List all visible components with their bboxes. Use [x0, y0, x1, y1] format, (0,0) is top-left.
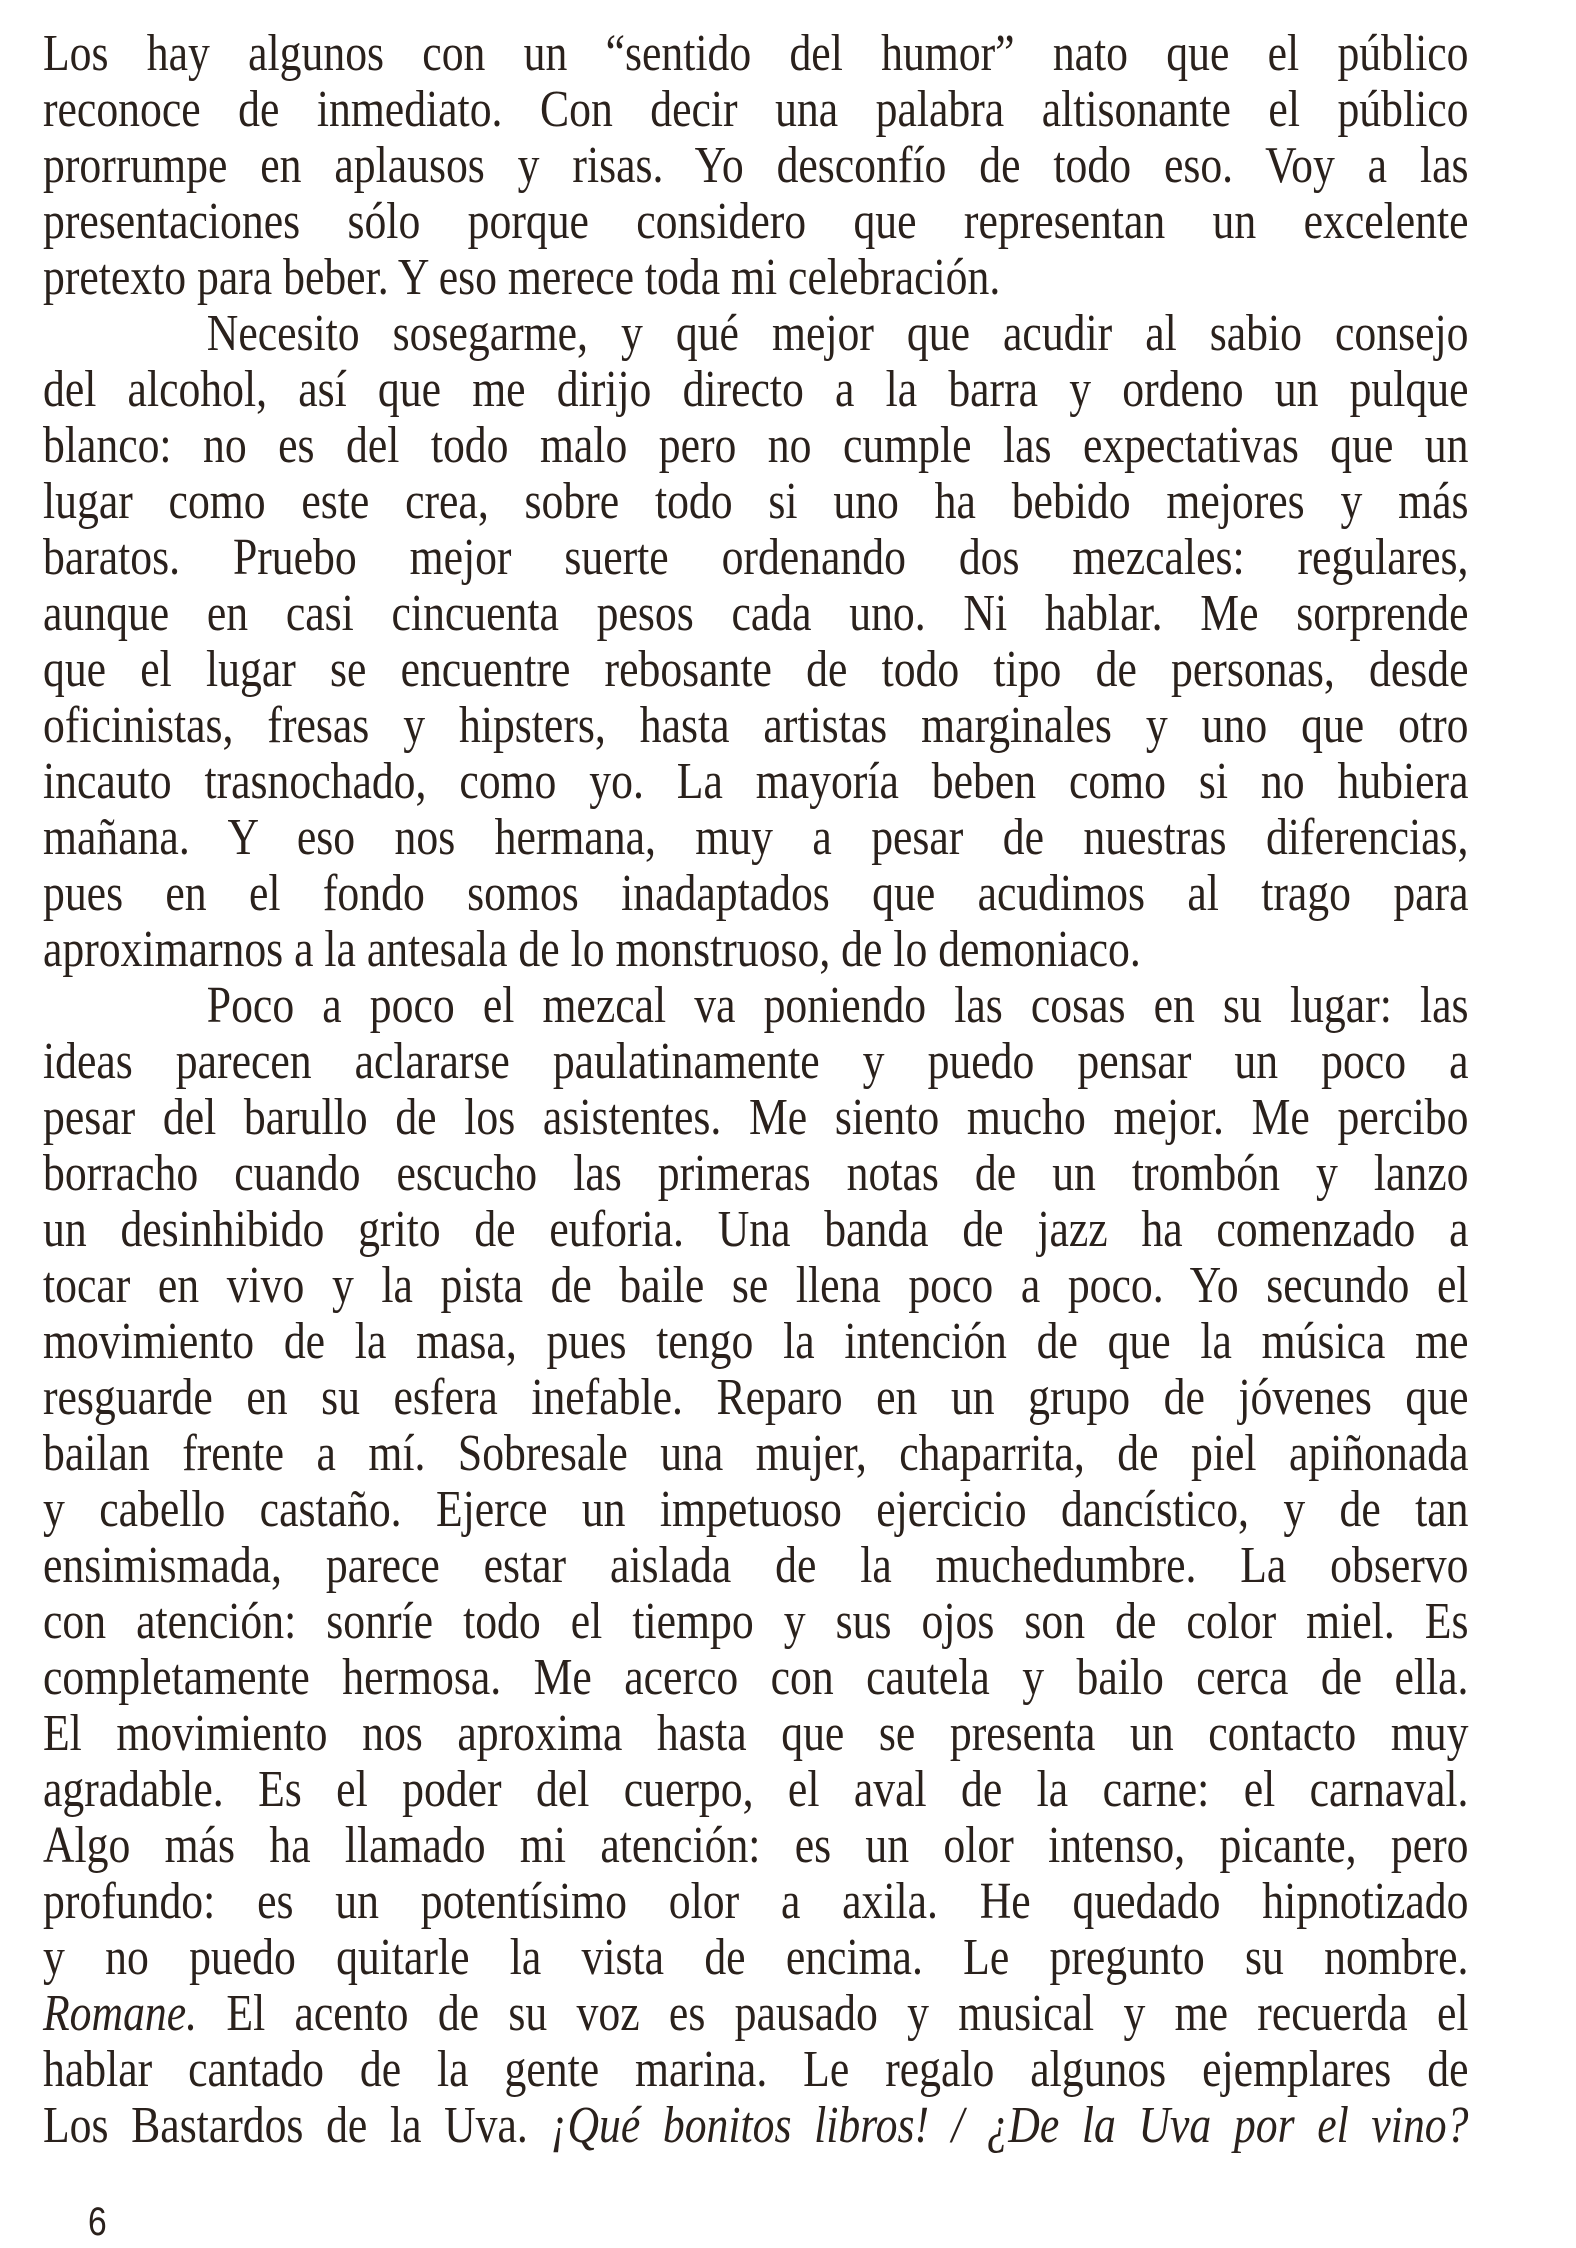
text-segment: y no puedo quitarle la vista de encima. Le pregunto su nombre.: [43, 1929, 1469, 1986]
page-number: 6: [88, 2200, 107, 2244]
text-line: [43, 2042, 1468, 2098]
text-segment: Necesito sosegarme, y qué mejor que acudir al sabio consejo: [206, 305, 1469, 362]
text-segment: completamente hermosa. Me acerco con cautela y bailo cerca de ella.: [43, 1649, 1469, 1706]
text-line: [43, 1314, 1468, 1370]
text-segment: pesar del barullo de los asistentes. Me siento mucho mejor. Me percibo: [43, 1089, 1469, 1146]
text-segment: Los hay algunos con un “sentido del humor” nato que el público: [43, 25, 1469, 82]
text-segment: movimiento de la masa, pues tengo la intención de que la música me: [43, 1313, 1469, 1370]
text-segment: lugar como este crea, sobre todo si uno ha bebido mejores y más: [43, 473, 1469, 530]
text-line: [43, 586, 1468, 642]
text-line: [43, 978, 1468, 1034]
text-line: [43, 250, 1468, 306]
text-line: [43, 138, 1468, 194]
paragraph: [43, 26, 1468, 306]
text-segment: Algo más ha llamado mi atención: es un olor intenso, picante, pero: [43, 1817, 1469, 1874]
text-line: [43, 754, 1468, 810]
italic-text-segment: Romane.: [43, 1985, 198, 2042]
text-segment: baratos. Pruebo mejor suerte ordenando dos mezcales: regulares,: [43, 529, 1469, 586]
paragraph: [43, 978, 1468, 2154]
text-segment: oficinistas, fresas y hipsters, hasta artistas marginales y uno que otro: [43, 697, 1469, 754]
text-line: [43, 1482, 1468, 1538]
text-segment: del alcohol, así que me dirijo directo a la barra y ordeno un pulque: [43, 361, 1469, 418]
text-segment: con atención: sonríe todo el tiempo y sus ojos son de color miel. Es: [43, 1593, 1469, 1650]
text-line: [43, 1538, 1468, 1594]
text-segment: presentaciones sólo porque considero que representan un excelente: [43, 193, 1469, 250]
text-line: [43, 1594, 1468, 1650]
text-segment: pretexto para beber. Y eso merece toda mi celebración.: [43, 249, 1001, 306]
text-segment: aproximarnos a la antesala de lo monstruoso, de lo demoniaco.: [43, 921, 1141, 978]
text-segment: Los Bastardos de la Uva.: [43, 2097, 551, 2154]
italic-text-segment: ¡Qué bonitos libros! / ¿De la Uva por el vino?: [550, 2097, 1469, 2154]
text-line: [43, 1426, 1468, 1482]
text-segment: mañana. Y eso nos hermana, muy a pesar de nuestras diferencias,: [43, 809, 1469, 866]
text-line: [43, 1986, 1468, 2042]
text-segment: El movimiento nos aproxima hasta que se presenta un contacto muy: [43, 1705, 1469, 1762]
text-line: [43, 1762, 1468, 1818]
text-segment: ideas parecen aclararse paulatinamente y puedo pensar un poco a: [43, 1033, 1469, 1090]
text-block: [43, 26, 1468, 2154]
text-segment: aunque en casi cincuenta pesos cada uno. Ni hablar. Me sorprende: [43, 585, 1469, 642]
text-line: [43, 306, 1468, 362]
text-segment: que el lugar se encuentre rebosante de todo tipo de personas, desde: [43, 641, 1469, 698]
text-segment: agradable. Es el poder del cuerpo, el aval de la carne: el carnaval.: [43, 1761, 1469, 1818]
text-line: [43, 418, 1468, 474]
text-line: [43, 642, 1468, 698]
text-line: [43, 1034, 1468, 1090]
text-line: [43, 530, 1468, 586]
text-line: [43, 362, 1468, 418]
text-line: [43, 698, 1468, 754]
text-line: [43, 1146, 1468, 1202]
text-line: [43, 2098, 1468, 2154]
text-segment: un desinhibido grito de euforia. Una banda de jazz ha comenzado a: [43, 1201, 1469, 1258]
text-line: [43, 1258, 1468, 1314]
text-segment: borracho cuando escucho las primeras notas de un trombón y lanzo: [43, 1145, 1469, 1202]
text-segment: Poco a poco el mezcal va poniendo las cosas en su lugar: las: [206, 977, 1469, 1034]
text-line: [43, 1818, 1468, 1874]
text-segment: profundo: es un potentísimo olor a axila. He quedado hipnotizado: [43, 1873, 1469, 1930]
text-line: [43, 922, 1468, 978]
text-segment: ensimismada, parece estar aislada de la muchedumbre. La observo: [43, 1537, 1469, 1594]
text-segment: hablar cantado de la gente marina. Le regalo algunos ejemplares de: [43, 2041, 1469, 2098]
text-segment: y cabello castaño. Ejerce un impetuoso ejercicio dancístico, y de tan: [43, 1481, 1469, 1538]
paragraph: [43, 306, 1468, 978]
text-line: [43, 1930, 1468, 1986]
text-segment: resguarde en su esfera inefable. Reparo en un grupo de jóvenes que: [43, 1369, 1469, 1426]
text-line: [43, 1202, 1468, 1258]
text-line: [43, 26, 1468, 82]
text-line: [43, 194, 1468, 250]
text-segment: blanco: no es del todo malo pero no cumple las expectativas que un: [43, 417, 1469, 474]
text-segment: tocar en vivo y la pista de baile se llena poco a poco. Yo secundo el: [43, 1257, 1469, 1314]
text-line: [43, 1650, 1468, 1706]
text-line: [43, 1706, 1468, 1762]
text-segment: prorrumpe en aplausos y risas. Yo desconfío de todo eso. Voy a las: [43, 137, 1469, 194]
text-line: [43, 474, 1468, 530]
text-line: [43, 1370, 1468, 1426]
text-line: [43, 866, 1468, 922]
text-segment: El acento de su voz es pausado y musical y me recuerda el: [197, 1985, 1469, 2042]
text-line: [43, 82, 1468, 138]
text-segment: incauto trasnochado, como yo. La mayoría beben como si no hubiera: [43, 753, 1469, 810]
text-segment: bailan frente a mí. Sobresale una mujer, chaparrita, de piel apiñonada: [43, 1425, 1469, 1482]
text-line: [43, 1874, 1468, 1930]
text-line: [43, 810, 1468, 866]
text-line: [43, 1090, 1468, 1146]
text-segment: pues en el fondo somos inadaptados que acudimos al trago para: [43, 865, 1469, 922]
text-segment: reconoce de inmediato. Con decir una palabra altisonante el público: [43, 81, 1469, 138]
